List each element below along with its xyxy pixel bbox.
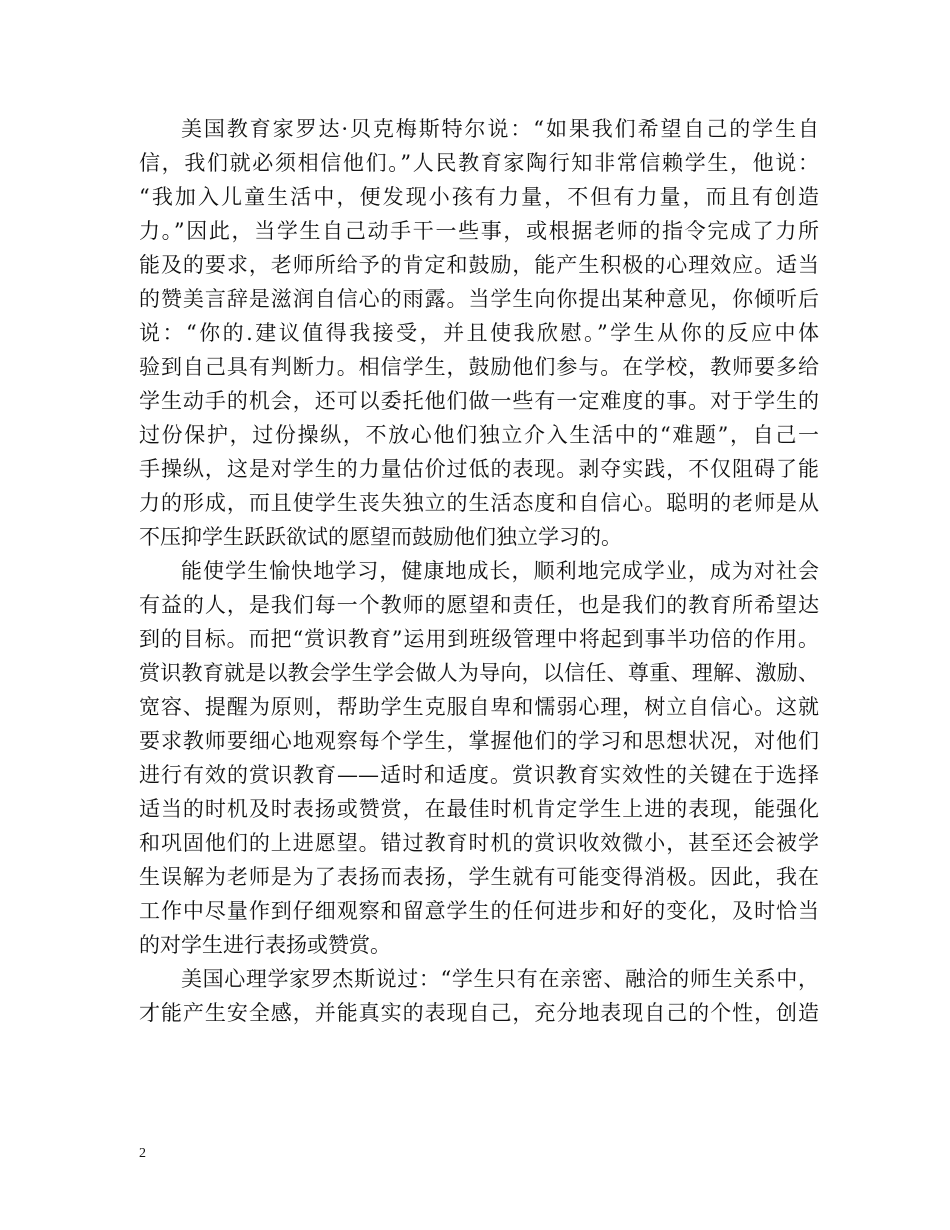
paragraph-line: 宽容、提醒为原则，帮助学生克服自卑和懦弱心理，树立自信心。这就	[139, 695, 819, 719]
paragraph-line: “我加入儿童生活中，便发现小孩有力量，不但有力量，而且有创造	[139, 185, 819, 209]
paragraph-line: 的对学生进行表扬或赞赏。	[139, 933, 391, 957]
document-body	[139, 112, 819, 1030]
paragraph-line: 信，我们就必须相信他们。”人民教育家陶行知非常信赖学生，他说：	[139, 151, 819, 175]
paragraph-line: 进行有效的赏识教育——适时和适度。赏识教育实效性的关键在于选择	[139, 763, 819, 787]
paragraph-line: 工作中尽量作到仔细观察和留意学生的任何进步和好的变化，及时恰当	[139, 899, 819, 923]
paragraph-line: 手操纵，这是对学生的力量估价过低的表现。剥夺实践，不仅阻碍了能	[139, 457, 819, 481]
paragraph-line: 有益的人，是我们每一个教师的愿望和责任，也是我们的教育所希望达	[139, 593, 819, 617]
page-number: 2	[139, 1146, 146, 1161]
paragraph-line: 力。”因此，当学生自己动手干一些事，或根据老师的指令完成了力所	[139, 219, 819, 243]
paragraph-line: 生误解为老师是为了表扬而表扬，学生就有可能变得消极。因此，我在	[139, 865, 819, 889]
paragraph-line: 的赞美言辞是滋润自信心的雨露。当学生向你提出某种意见，你倾听后	[139, 287, 819, 311]
paragraph-line: 学生动手的机会，还可以委托他们做一些有一定难度的事。对于学生的	[139, 389, 819, 413]
paragraph-line: 能及的要求，老师所给予的肯定和鼓励，能产生积极的心理效应。适当	[139, 253, 819, 277]
paragraph-line: 美国教育家罗达·贝克梅斯特尔说：“如果我们希望自己的学生自	[181, 117, 819, 141]
paragraph-line: 不压抑学生跃跃欲试的愿望而鼓励他们独立学习的。	[139, 525, 622, 549]
paragraph-line: 才能产生安全感，并能真实的表现自己，充分地表现自己的个性，创造	[139, 1001, 819, 1025]
paragraph-line: 过份保护，过份操纵，不放心他们独立介入生活中的“难题”，自己一	[139, 423, 819, 447]
paragraph-line: 能使学生愉快地学习，健康地成长，顺利地完成学业，成为对社会	[181, 559, 819, 583]
paragraph-line: 和巩固他们的上进愿望。错过教育时机的赏识收效微小，甚至还会被学	[139, 831, 819, 855]
paragraph-line: 说：“你的.建议值得我接受，并且使我欣慰。”学生从你的反应中体	[139, 321, 819, 345]
paragraph-line: 验到自己具有判断力。相信学生，鼓励他们参与。在学校，教师要多给	[139, 355, 819, 379]
paragraph	[139, 962, 819, 1030]
paragraph-line: 要求教师要细心地观察每个学生，掌握他们的学习和思想状况，对他们	[139, 729, 819, 753]
paragraph	[139, 112, 819, 554]
paragraph	[139, 554, 819, 962]
paragraph-line: 到的目标。而把“赏识教育”运用到班级管理中将起到事半功倍的作用。	[139, 627, 819, 651]
paragraph-line: 美国心理学家罗杰斯说过：“学生只有在亲密、融洽的师生关系中，	[181, 967, 819, 991]
paragraph-line: 适当的时机及时表扬或赞赏，在最佳时机肯定学生上进的表现，能强化	[139, 797, 819, 821]
paragraph-line: 赏识教育就是以教会学生学会做人为导向，以信任、尊重、理解、激励、	[139, 661, 819, 685]
paragraph-line: 力的形成，而且使学生丧失独立的生活态度和自信心。聪明的老师是从	[139, 491, 819, 515]
